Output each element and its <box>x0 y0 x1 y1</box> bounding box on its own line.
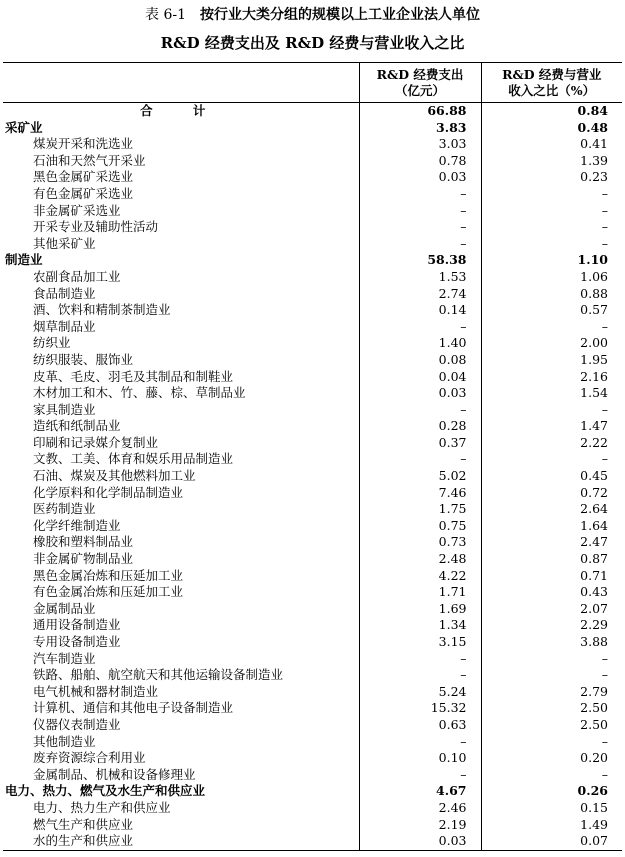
industry-name: 合 计 <box>140 103 224 118</box>
rd-ratio-value: 2.47 <box>481 534 622 551</box>
header-rd-expenditure <box>359 63 481 103</box>
rd-ratio-value: 3.88 <box>481 634 622 651</box>
rd-expenditure-value: – <box>359 186 481 203</box>
header-rd-ratio-line1: R&D 经费与营业 <box>502 66 602 82</box>
industry-name: 金属制品、机械和设备修理业 <box>33 766 196 782</box>
rd-ratio-value: – <box>481 236 622 253</box>
table-row <box>3 584 622 601</box>
rd-expenditure-value: – <box>359 203 481 220</box>
industry-name: 计算机、通信和其他电子设备制造业 <box>33 700 234 716</box>
table-title-line1 <box>0 6 625 24</box>
industry-name: 皮革、毛皮、羽毛及其制品和制鞋业 <box>33 368 234 384</box>
industry-name: 石油和天然气开采业 <box>33 152 146 168</box>
rd-ratio-value: 0.07 <box>481 833 622 850</box>
rd-expenditure-value: 0.14 <box>359 302 481 319</box>
header-rd-ratio <box>481 63 622 103</box>
rd-ratio-value: 2.64 <box>481 501 622 518</box>
rd-expenditure-value: 1.34 <box>359 617 481 634</box>
rd-ratio-value: 2.16 <box>481 369 622 386</box>
table-row <box>3 684 622 701</box>
industry-name: 水的生产和供应业 <box>3 833 359 850</box>
table-row <box>3 435 622 452</box>
rd-expenditure-value: 1.69 <box>359 601 481 618</box>
rd-expenditure-value: 0.73 <box>359 534 481 551</box>
table-row <box>3 286 622 303</box>
table-row <box>3 369 622 386</box>
rd-expenditure-value: 1.75 <box>359 501 481 518</box>
table-title-text: 按行业大类分组的规模以上工业企业法人单位 <box>200 7 480 23</box>
industry-name: 纺织服装、服饰业 <box>33 351 134 367</box>
rd-expenditure-value: 0.03 <box>359 385 481 402</box>
table-row <box>3 800 622 817</box>
rd-expenditure-value: – <box>359 236 481 253</box>
rd-ratio-value: – <box>481 451 622 468</box>
rd-ratio-value: 1.54 <box>481 385 622 402</box>
header-rd-expenditure-line1: R&D 经费支出 <box>376 66 464 82</box>
rd-expenditure-value: 0.75 <box>359 518 481 535</box>
rd-expenditure-value: 0.63 <box>359 717 481 734</box>
data-table <box>3 62 622 851</box>
table-row <box>3 617 622 634</box>
rd-expenditure-value: 66.88 <box>359 103 481 120</box>
rd-ratio-value: 2.50 <box>481 700 622 717</box>
table-row <box>3 817 622 834</box>
table-row <box>3 451 622 468</box>
table-row <box>3 518 622 535</box>
rd-expenditure-value: 0.08 <box>359 352 481 369</box>
rd-expenditure-value: 0.78 <box>359 153 481 170</box>
header-row <box>3 63 622 103</box>
industry-name: 造纸和纸制品业 <box>33 418 121 434</box>
table-row <box>3 186 622 203</box>
industry-name: 电气机械和器材制造业 <box>33 683 159 699</box>
industry-name: 采矿业 <box>5 119 43 135</box>
industry-name: 仪器仪表制造业 <box>33 716 121 732</box>
rd-ratio-value: 0.15 <box>481 800 622 817</box>
table-row <box>3 335 622 352</box>
table-row <box>3 203 622 220</box>
industry-name: 食品制造业 <box>33 285 96 301</box>
rd-ratio-value: 2.22 <box>481 435 622 452</box>
rd-expenditure-value: – <box>359 319 481 336</box>
rd-ratio-value: 1.95 <box>481 352 622 369</box>
industry-name: 木材加工和木、竹、藤、棕、草制品业 <box>33 385 246 401</box>
rd-ratio-value: 0.57 <box>481 302 622 319</box>
rd-expenditure-value: 0.10 <box>359 750 481 767</box>
rd-ratio-value: 0.26 <box>481 783 622 800</box>
rd-ratio-value: 0.23 <box>481 169 622 186</box>
table-row <box>3 302 622 319</box>
rd-expenditure-value: 2.19 <box>359 817 481 834</box>
table-row <box>3 468 622 485</box>
industry-name: 黑色金属冶炼和压延加工业 <box>33 567 184 583</box>
rd-ratio-value: 0.87 <box>481 551 622 568</box>
rd-expenditure-value: 3.83 <box>359 120 481 137</box>
table-row <box>3 418 622 435</box>
rd-ratio-value: 1.10 <box>481 252 622 269</box>
table-row <box>3 269 622 286</box>
rd-ratio-value: 0.48 <box>481 120 622 137</box>
table-row <box>3 551 622 568</box>
industry-name: 电力、热力、燃气及水生产和供应业 <box>5 783 206 799</box>
table-body <box>3 103 622 851</box>
industry-name: 文教、工美、体育和娱乐用品制造业 <box>33 451 234 467</box>
rd-ratio-value: – <box>481 667 622 684</box>
rd-ratio-value: 0.84 <box>481 103 622 120</box>
rd-ratio-value: – <box>481 319 622 336</box>
table-row <box>3 833 622 850</box>
rd-ratio-value: – <box>481 402 622 419</box>
table-row <box>3 700 622 717</box>
industry-name: 非金属矿物制品业 <box>33 551 134 567</box>
rd-ratio-value: 2.29 <box>481 617 622 634</box>
industry-name: 有色金属矿采选业 <box>33 185 134 201</box>
industry-name: 化学纤维制造业 <box>33 517 121 533</box>
industry-name: 农副食品加工业 <box>33 268 121 284</box>
table-row <box>3 667 622 684</box>
rd-ratio-value: 2.00 <box>481 335 622 352</box>
table-row <box>3 767 622 784</box>
industry-name: 通用设备制造业 <box>33 617 121 633</box>
rd-expenditure-value: 1.40 <box>359 335 481 352</box>
rd-ratio-value: – <box>481 651 622 668</box>
table-row <box>3 601 622 618</box>
rd-ratio-value: 0.88 <box>481 286 622 303</box>
rd-expenditure-value: – <box>359 734 481 751</box>
industry-name: 黑色金属矿采选业 <box>33 169 134 185</box>
table-row <box>3 385 622 402</box>
rd-expenditure-value: 0.03 <box>359 833 481 850</box>
industry-name: 其他采矿业 <box>33 235 96 251</box>
table-row <box>3 634 622 651</box>
industry-name: 其他制造业 <box>33 733 96 749</box>
industry-name: 制造业 <box>5 252 43 268</box>
industry-name: 非金属矿采选业 <box>33 202 121 218</box>
table-row <box>3 734 622 751</box>
rd-expenditure-value: – <box>359 402 481 419</box>
rd-expenditure-value: 2.74 <box>359 286 481 303</box>
rd-ratio-value: 0.72 <box>481 485 622 502</box>
table-row <box>3 651 622 668</box>
header-industry <box>3 63 359 103</box>
industry-name: 石油、煤炭及其他燃料加工业 <box>33 468 196 484</box>
industry-name: 有色金属冶炼和压延加工业 <box>33 584 184 600</box>
industry-name: 专用设备制造业 <box>33 634 121 649</box>
rd-expenditure-value: 0.28 <box>359 418 481 435</box>
header-rd-expenditure-line2: （亿元） <box>394 82 445 98</box>
rd-ratio-value: 0.20 <box>481 750 622 767</box>
table-row <box>3 136 622 153</box>
table-row <box>3 750 622 767</box>
table-row <box>3 169 622 186</box>
rd-expenditure-value: 3.15 <box>359 634 481 651</box>
table-row <box>3 783 622 800</box>
table-title-line2: R&D 经费支出及 R&D 经费与营业收入之比 <box>160 34 465 52</box>
rd-ratio-value: – <box>481 186 622 203</box>
table-row <box>3 485 622 502</box>
rd-expenditure-value: 5.24 <box>359 684 481 701</box>
rd-expenditure-value: – <box>359 667 481 684</box>
rd-ratio-value: 1.47 <box>481 418 622 435</box>
rd-expenditure-value: 1.71 <box>359 584 481 601</box>
rd-ratio-value: 2.50 <box>481 717 622 734</box>
rd-ratio-value: 2.07 <box>481 601 622 618</box>
table-row <box>3 153 622 170</box>
rd-ratio-value: 1.39 <box>481 153 622 170</box>
table-row <box>3 352 622 369</box>
industry-name: 家具制造业 <box>33 401 96 417</box>
rd-ratio-value: 1.06 <box>481 269 622 286</box>
rd-expenditure-value: 2.48 <box>359 551 481 568</box>
industry-name: 煤炭开采和洗选业 <box>33 136 134 152</box>
rd-ratio-value: 2.79 <box>481 684 622 701</box>
rd-expenditure-value: 15.32 <box>359 700 481 717</box>
table-row <box>3 103 622 120</box>
rd-expenditure-value: – <box>359 651 481 668</box>
industry-name: 化学原料和化学制品制造业 <box>33 484 184 500</box>
rd-expenditure-value: 0.04 <box>359 369 481 386</box>
table-row <box>3 236 622 253</box>
rd-expenditure-value: – <box>359 451 481 468</box>
rd-expenditure-value: – <box>359 767 481 784</box>
industry-name: 铁路、船舶、航空航天和其他运输设备制造业 <box>33 667 284 683</box>
industry-name: 印刷和记录媒介复制业 <box>33 434 159 450</box>
rd-ratio-value: – <box>481 767 622 784</box>
rd-expenditure-value: 2.46 <box>359 800 481 817</box>
table-number: 表 6-1 <box>145 7 186 23</box>
rd-ratio-value: 1.49 <box>481 817 622 834</box>
table-row <box>3 568 622 585</box>
table-row <box>3 402 622 419</box>
table-row <box>3 717 622 734</box>
rd-expenditure-value: 3.03 <box>359 136 481 153</box>
rd-ratio-value: – <box>481 219 622 236</box>
table-row <box>3 319 622 336</box>
rd-ratio-value: 0.71 <box>481 568 622 585</box>
rd-ratio-value: 0.45 <box>481 468 622 485</box>
industry-name: 酒、饮料和精制茶制造业 <box>33 302 171 318</box>
rd-expenditure-value: 4.67 <box>359 783 481 800</box>
rd-expenditure-value: 0.37 <box>359 435 481 452</box>
table-row <box>3 120 622 137</box>
industry-name: 废弃资源综合利用业 <box>33 750 146 766</box>
rd-expenditure-value: 58.38 <box>359 252 481 269</box>
industry-name: 金属制品业 <box>33 600 96 616</box>
industry-name: 开采专业及辅助性活动 <box>33 219 159 235</box>
rd-ratio-value: 0.43 <box>481 584 622 601</box>
rd-ratio-value: – <box>481 203 622 220</box>
industry-name: 医药制造业 <box>33 501 96 517</box>
industry-name: 燃气生产和供应业 <box>33 816 134 832</box>
header-rd-ratio-line2: 收入之比（%） <box>508 82 596 98</box>
rd-expenditure-value: 0.03 <box>359 169 481 186</box>
industry-name: 纺织业 <box>33 335 71 351</box>
rd-ratio-value: 1.64 <box>481 518 622 535</box>
table-row <box>3 534 622 551</box>
rd-expenditure-value: 7.46 <box>359 485 481 502</box>
rd-expenditure-value: – <box>359 219 481 236</box>
industry-name: 电力、热力生产和供应业 <box>33 799 171 815</box>
rd-expenditure-value: 1.53 <box>359 269 481 286</box>
table-row <box>3 219 622 236</box>
industry-name: 烟草制品业 <box>33 318 96 334</box>
rd-expenditure-value: 4.22 <box>359 568 481 585</box>
rd-ratio-value: 0.41 <box>481 136 622 153</box>
industry-name: 橡胶和塑料制品业 <box>33 534 134 550</box>
table-row <box>3 501 622 518</box>
rd-expenditure-value: 5.02 <box>359 468 481 485</box>
industry-name: 汽车制造业 <box>33 650 96 666</box>
rd-ratio-value: – <box>481 734 622 751</box>
table-row <box>3 252 622 269</box>
